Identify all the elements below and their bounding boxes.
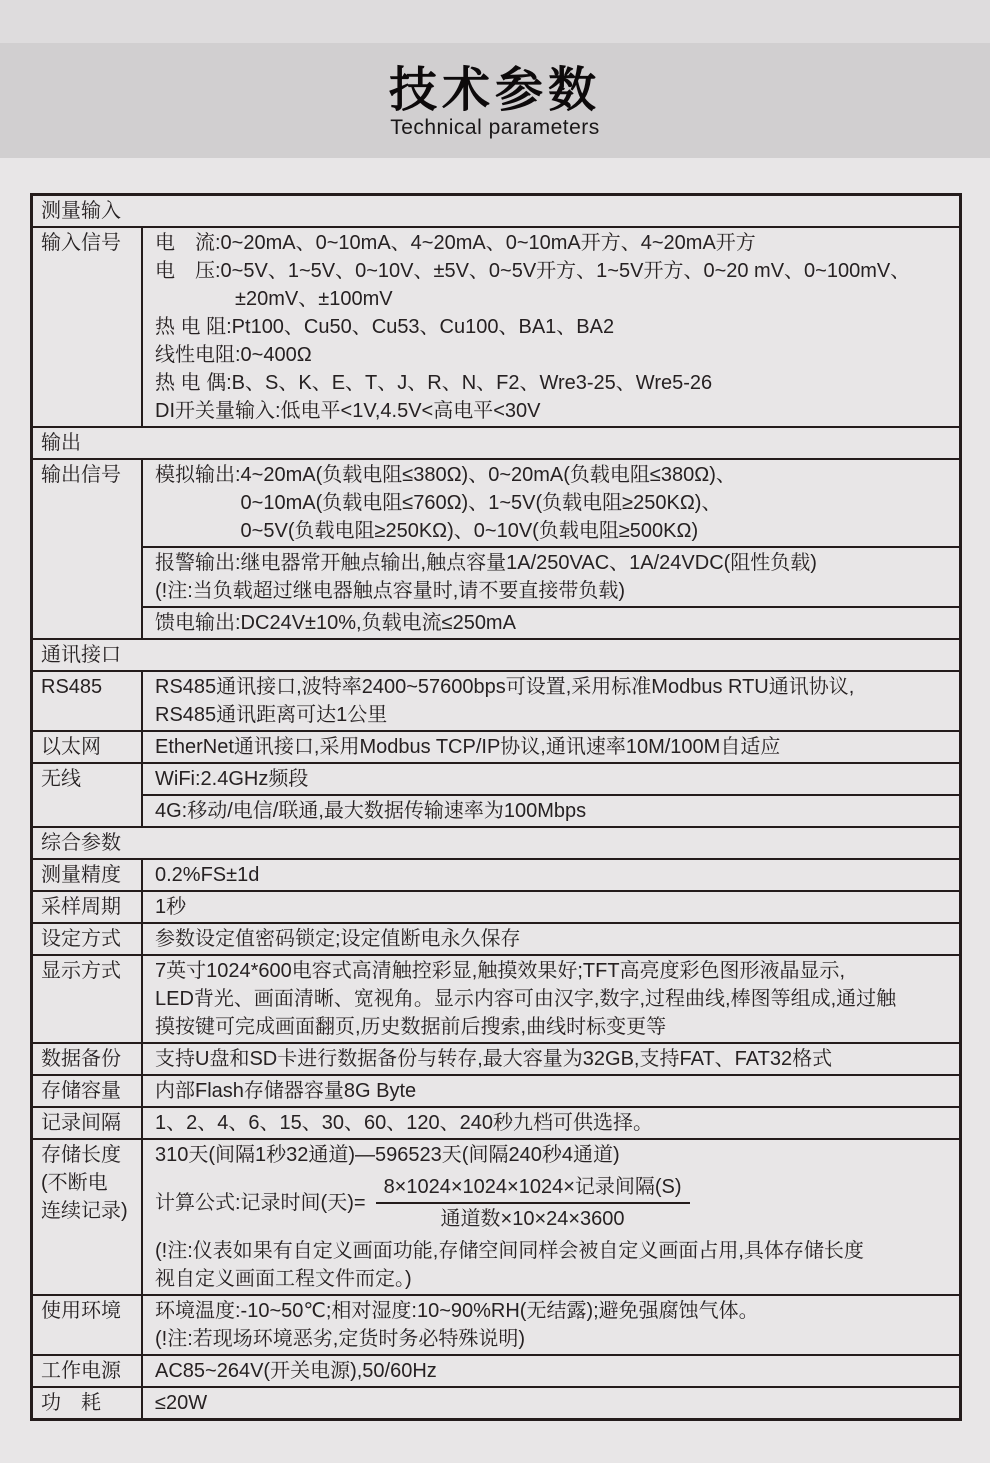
row-setting-method: 设定方式 参数设定值密码锁定;设定值断电永久保存 xyxy=(33,922,959,954)
row-data-backup: 数据备份 支持U盘和SD卡进行数据备份与转存,最大容量为32GB,支持FAT、FAT32格式 xyxy=(33,1042,959,1074)
spec-line: 7英寸1024*600电容式高清触控彩显,触摸效果好;TFT高亮度彩色图形液晶显示, xyxy=(155,960,846,982)
spec-line: 电 流:0~20mA、0~10mA、4~20mA、0~10mA开方、4~20mA开方 xyxy=(155,232,756,254)
spec-line: 1秒 xyxy=(155,896,187,918)
spec-line: 线性电阻:0~400Ω xyxy=(155,344,312,366)
spec-line: 热 电 偶:B、S、K、E、T、J、R、N、F2、Wre3-25、Wre5-26 xyxy=(155,372,713,394)
row-record-interval: 记录间隔 1、2、4、6、15、30、60、120、240秒九档可供选择。 xyxy=(33,1106,959,1138)
formula-denominator: 通道数×10×24×3600 xyxy=(440,1208,625,1230)
spec-line: 参数设定值密码锁定;设定值断电永久保存 xyxy=(155,928,521,950)
spec-line: LED背光、画面清晰、宽视角。显示内容可由汉字,数字,过程曲线,棒图等组成,通过触 xyxy=(155,988,897,1010)
storage-formula xyxy=(155,1169,951,1237)
spec-line: 内部Flash存储器容量8G Byte xyxy=(155,1080,417,1102)
feed-output-cell xyxy=(143,606,959,638)
row-wireless: 无线 WiFi:2.4GHz频段 4G:移动/电信/联通,最大数据传输速率为100Mbps xyxy=(33,762,959,826)
row-rs485: RS485 RS485通讯接口,波特率2400~57600bps可设置,采用标准Modbus RTU通讯协议, RS485通讯距离可达1公里 xyxy=(33,670,959,730)
alarm-output-cell xyxy=(143,546,959,606)
spec-line: 馈电输出:DC24V±10%,负载电流≤250mA xyxy=(155,612,516,634)
spec-line: RS485通讯距离可达1公里 xyxy=(155,704,388,726)
spec-line: 0~10mA(负载电阻≤760Ω)、1~5V(负载电阻≥250KΩ)、 xyxy=(155,492,722,514)
spec-line: 支持U盘和SD卡进行数据备份与转存,最大容量为32GB,支持FAT、FAT32格式 xyxy=(155,1048,833,1070)
row-accuracy: 测量精度 0.2%FS±1d xyxy=(33,858,959,890)
storage-note: 视自定义画面工程文件而定。) xyxy=(155,1268,412,1290)
page-subtitle: Technical parameters xyxy=(390,116,600,139)
label-line: 存储长度 xyxy=(41,1144,121,1166)
spec-line: 模拟输出:4~20mA(负载电阻≤380Ω)、0~20mA(负载电阻≤380Ω)、 xyxy=(155,464,736,486)
spec-line: 热 电 阻:Pt100、Cu50、Cu53、Cu100、BA1、BA2 xyxy=(155,316,615,338)
formula-prefix: 计算公式:记录时间(天)= xyxy=(155,1192,366,1214)
storage-note: (!注:仪表如果有自定义画面功能,存储空间同样会被自定义画面占用,具体存储长度 xyxy=(155,1240,864,1262)
spec-line: ≤20W xyxy=(155,1392,208,1414)
section-measure-input: 测量输入 xyxy=(41,200,121,222)
top-strip xyxy=(0,0,990,43)
formula-fraction xyxy=(376,1173,690,1233)
spec-line: 环境温度:-10~50℃;相对湿度:10~90%RH(无结露);避免强腐蚀气体。 xyxy=(155,1300,759,1322)
spec-line: 4G:移动/电信/联通,最大数据传输速率为100Mbps xyxy=(155,800,587,822)
spec-table xyxy=(30,193,962,1421)
row-display-method: 显示方式 7英寸1024*600电容式高清触控彩显,触摸效果好;TFT高亮度彩色图形液晶显示, LED背光、画面清晰、宽视角。显示内容可由汉字,数字,过程曲线,棒图等组成,通过触 摸按键可完成画面翻页,历史数据前后搜索,曲线时标变更等 xyxy=(33,954,959,1042)
analog-output-cell xyxy=(143,460,959,546)
spec-line: 摸按键可完成画面翻页,历史数据前后搜索,曲线时标变更等 xyxy=(155,1016,667,1038)
spec-line: 0.2%FS±1d xyxy=(155,864,260,886)
content-area xyxy=(0,158,990,1421)
spec-line: 报警输出:继电器常开触点输出,触点容量1A/250VAC、1A/24VDC(阻性负载) xyxy=(155,552,817,574)
cellular-4g-cell xyxy=(143,794,959,826)
spec-line: WiFi:2.4GHz频段 xyxy=(155,768,309,790)
spec-line: AC85~264V(开关电源),50/60Hz xyxy=(155,1360,437,1382)
spec-line: RS485通讯接口,波特率2400~57600bps可设置,采用标准Modbus RTU通讯协议, xyxy=(155,676,855,698)
row-environment: 使用环境 环境温度:-10~50℃;相对湿度:10~90%RH(无结露);避免强腐蚀气体。 (!注:若现场环境恶劣,定货时务必特殊说明) xyxy=(33,1294,959,1354)
page-title: 技术参数 xyxy=(388,64,601,117)
spec-line: 电 压:0~5V、1~5V、0~10V、±5V、0~5V开方、1~5V开方、0~20 mV、0~100mV、 xyxy=(155,260,911,282)
storage-range: 310天(间隔1秒32通道)—596523天(间隔240秒4通道) xyxy=(155,1144,620,1166)
row-storage-length xyxy=(33,1138,959,1294)
row-ethernet: 以太网 EtherNet通讯接口,采用Modbus TCP/IP协议,通讯速率10M/100M自适应 xyxy=(33,730,959,762)
title-band xyxy=(0,43,990,158)
row-output-signal: 输出信号 模拟输出:4~20mA(负载电阻≤380Ω)、0~20mA(负载电阻≤380Ω)、 0~10mA(负载电阻≤760Ω)、1~5V(负载电阻≥250KΩ)、 0~5V(负载电阻≥250KΩ)、0~10V(负载电阻≥500KΩ) 报警输出:继电器常开触点输出,触点容量1A/250VAC、1A/24VDC(阻性负载) (!注:当负载超过继电器触点容量时,请不要直接带负载) 馈电输出:DC24V±10%,负载电流≤250mA xyxy=(33,458,959,638)
spec-line: (!注:当负载超过继电器触点容量时,请不要直接带负载) xyxy=(155,580,625,602)
section-output: 输出 xyxy=(33,426,959,458)
row-storage-capacity: 存储容量 内部Flash存储器容量8G Byte xyxy=(33,1074,959,1106)
spec-line: (!注:若现场环境恶劣,定货时务必特殊说明) xyxy=(155,1328,525,1350)
spec-line: 0~5V(负载电阻≥250KΩ)、0~10V(负载电阻≥500KΩ) xyxy=(155,520,699,542)
row-power-supply: 工作电源 AC85~264V(开关电源),50/60Hz xyxy=(33,1354,959,1386)
section-comm-interface: 通讯接口 xyxy=(33,638,959,670)
spec-line: EtherNet通讯接口,采用Modbus TCP/IP协议,通讯速率10M/100M自适应 xyxy=(155,736,781,758)
row-power-consumption: 功 耗 ≤20W xyxy=(33,1386,959,1418)
label-line: (不断电 xyxy=(41,1172,108,1194)
wifi-cell xyxy=(143,764,959,794)
spec-line: 1、2、4、6、15、30、60、120、240秒九档可供选择。 xyxy=(155,1112,653,1134)
section-general-params: 综合参数 xyxy=(33,826,959,858)
label-line: 连续记录) xyxy=(41,1200,128,1222)
row-sampling-period: 采样周期 1秒 xyxy=(33,890,959,922)
formula-numerator: 8×1024×1024×1024×记录间隔(S) xyxy=(376,1173,690,1204)
spec-line: DI开关量输入:低电平<1V,4.5V<高电平<30V xyxy=(155,400,541,422)
row-input-signal: 输入信号 电 流:0~20mA、0~10mA、4~20mA、0~10mA开方、4~20mA开方 电 压:0~5V、1~5V、0~10V、±5V、0~5V开方、1~5V开方、0~20 mV、0~100mV、 ±20mV、±100mV 热 电 阻:Pt100、Cu50、Cu53、Cu100、BA1、BA2 线性电阻:0~400Ω 热 电 偶:B、S、K、E、T、J、R、N、F2、Wre3-25、Wre5-26 DI开关量输入:低电平<1V,4.5V<高电平<30V xyxy=(33,226,959,426)
spec-line: ±20mV、±100mV xyxy=(155,288,393,310)
